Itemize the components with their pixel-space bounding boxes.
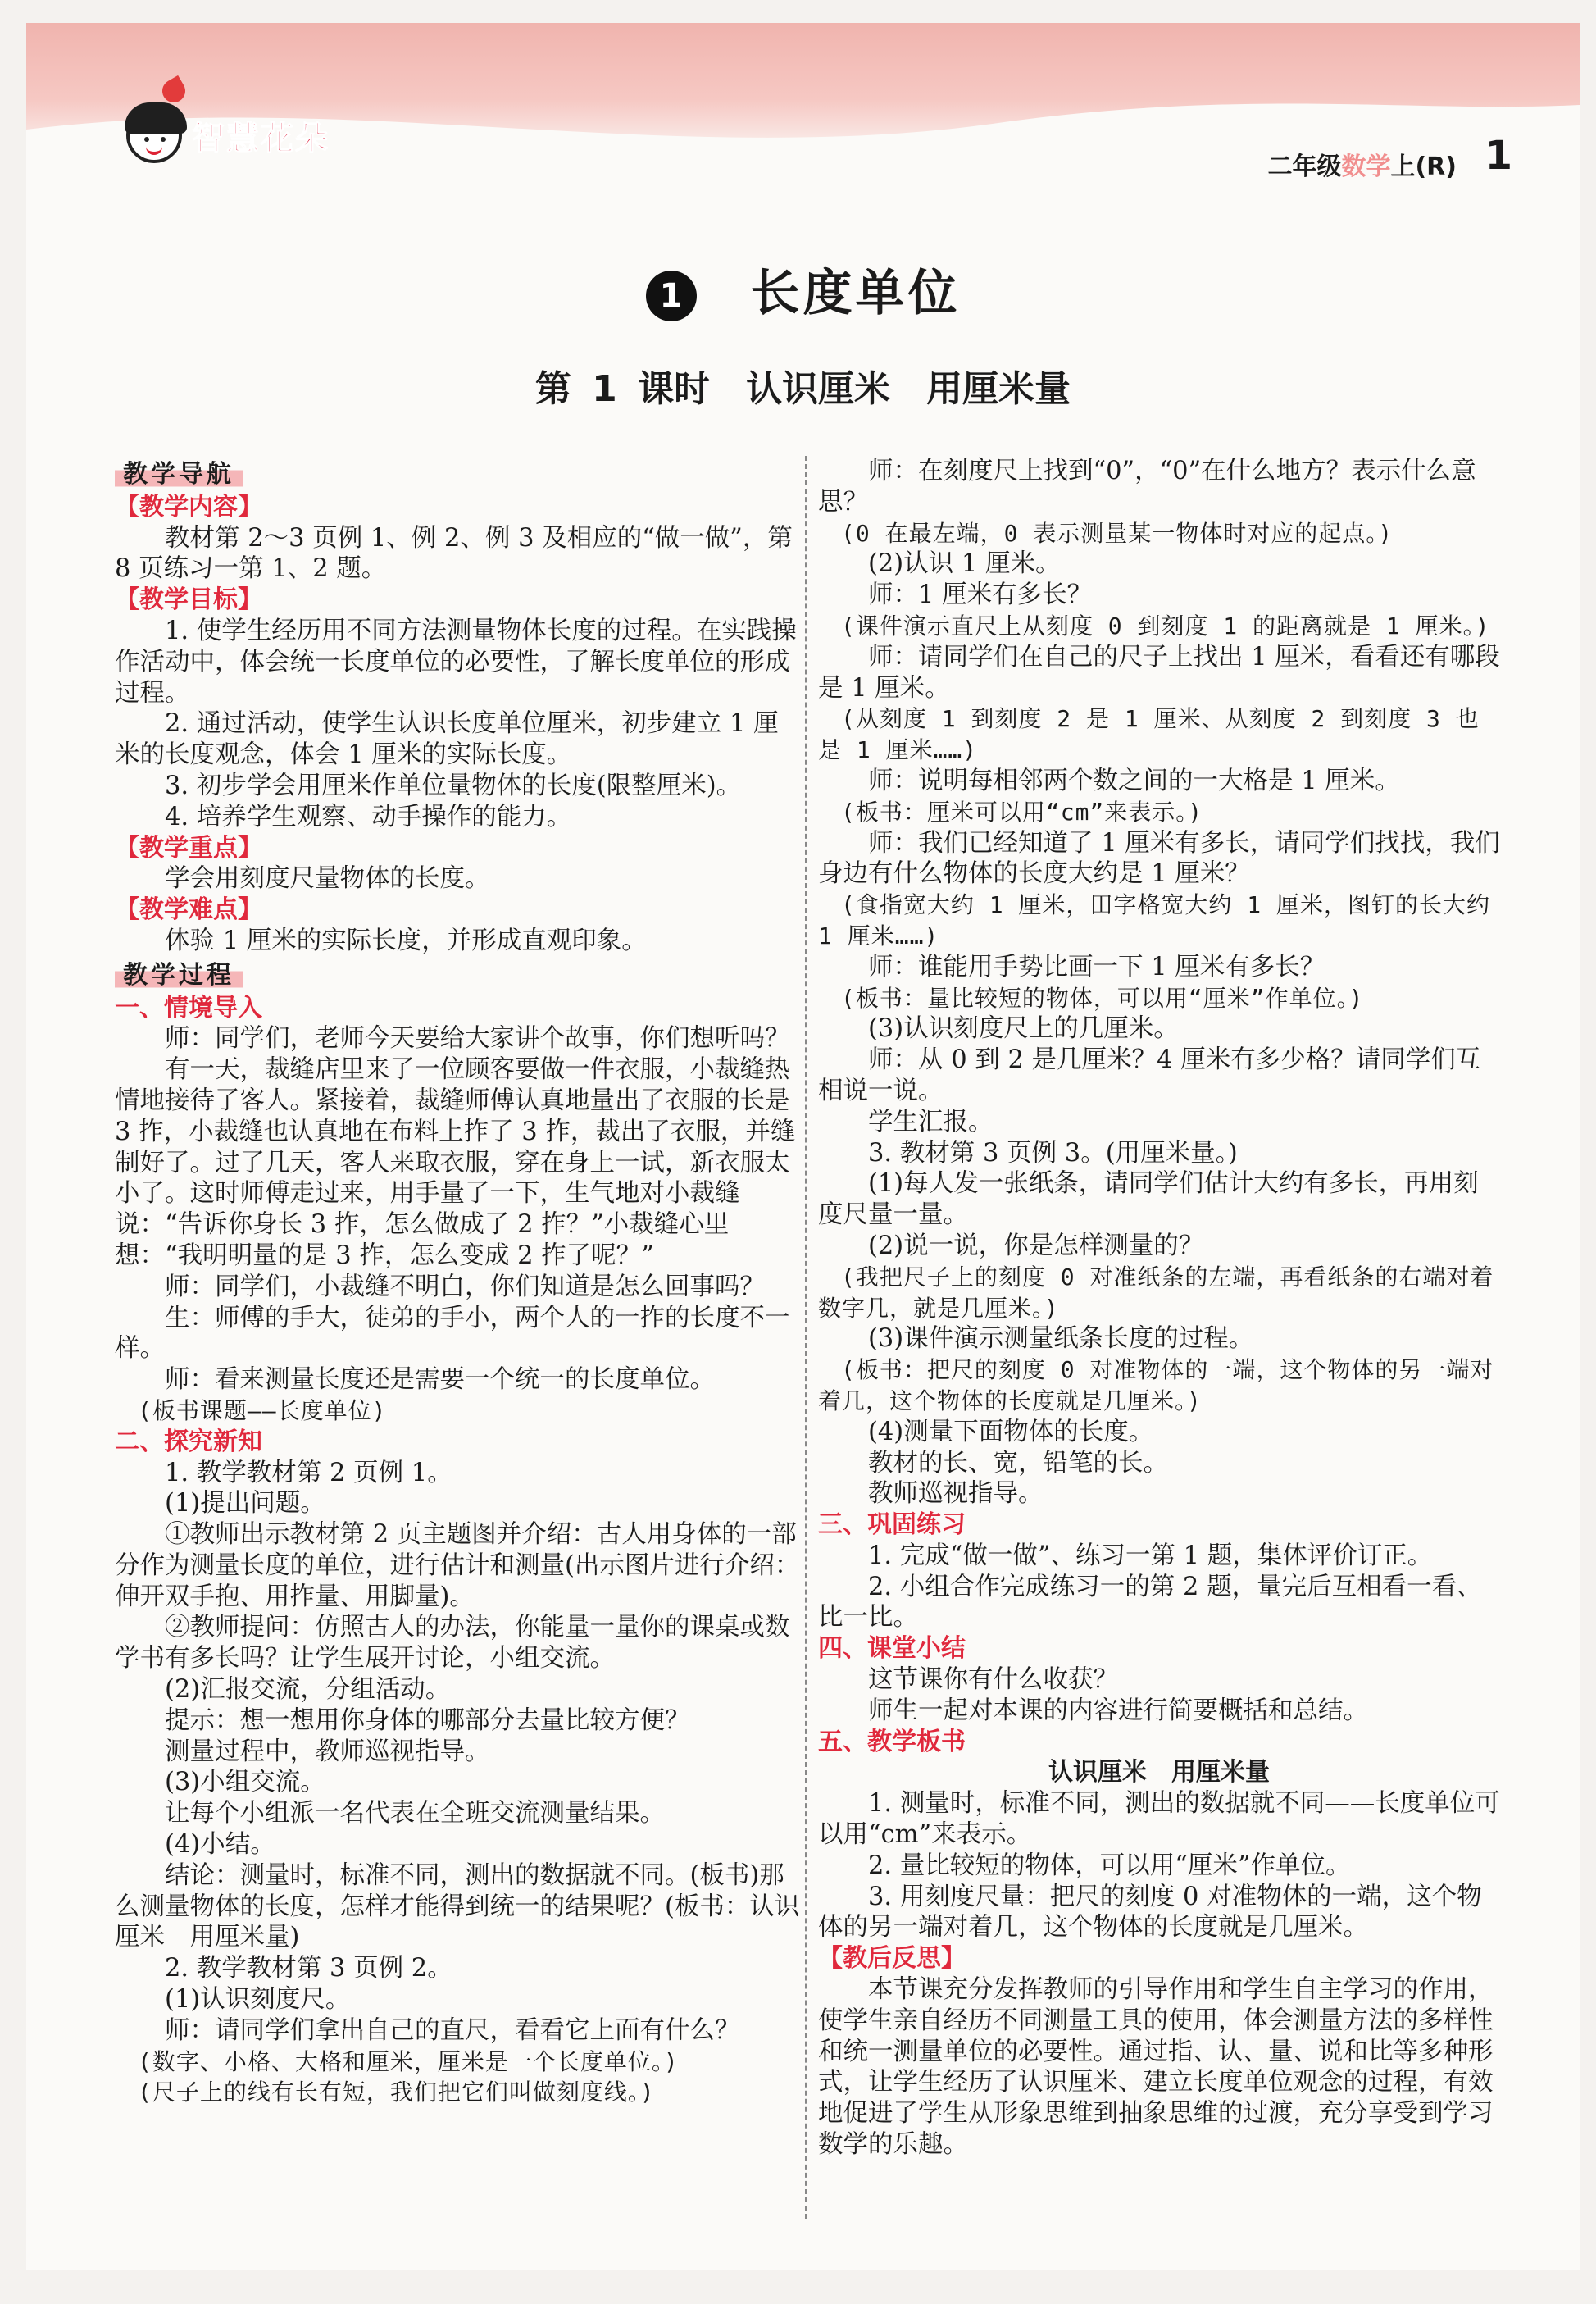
paragraph: (食指宽大约 1 厘米，田字格宽大约 1 厘米，图钉的长大约 1 厘米……): [818, 891, 1491, 949]
section-tag: 【教学难点】: [115, 895, 262, 925]
unit-title: [26, 254, 1580, 325]
paragraph: (2)汇报交流，分组活动。: [165, 1675, 451, 1705]
paragraph: 4. 培养学生观察、动手操作的能力。: [165, 802, 572, 831]
paragraph: 教材的长、宽，铅笔的长。: [868, 1448, 1168, 1478]
lesson-title: 第 1 课时 认识厘米 用厘米量: [534, 368, 1071, 410]
paragraph: 师：请同学们拿出自己的直尺，看看它上面有什么？: [165, 2015, 740, 2045]
paragraph: 体验 1 厘米的实际长度，并形成直观印象。: [165, 926, 647, 955]
paragraph: (4)小结。: [165, 1830, 275, 1860]
brand-name: 智慧花朵: [192, 119, 330, 157]
paragraph: 师：说明每相邻两个数之间的一大格是 1 厘米。: [868, 766, 1400, 795]
paragraph: 1. 完成“做一做”、练习一第 1 题，集体评价订正。: [868, 1541, 1433, 1570]
paragraph: (3)课件演示测量纸条长度的过程。: [868, 1324, 1254, 1354]
paragraph: 教材第 2～3 页例 1、例 2、例 3 及相应的“做一做”，第 8 页练习一第 1、2 题。: [115, 523, 793, 584]
paragraph: 让每个小组派一名代表在全班交流测量结果。: [165, 1799, 665, 1828]
section-tag: 【教学重点】: [115, 833, 262, 863]
paragraph: 结论：测量时，标准不同，测出的数据就不同。(板书)那么测量物体的长度，怎样才能得到统一的结果呢？(板书：认识厘米 用厘米量): [115, 1860, 800, 1952]
section-heading: 五、教学板书: [818, 1727, 966, 1756]
paragraph: 提示：想一想用你身体的哪部分去量比较方便？: [165, 1705, 690, 1735]
paragraph: ①教师出示教材第 2 页主题图并介绍：古人用身体的一部分作为测量长度的单位，进行估计和测量(出示图片进行介绍：伸开双手抱、用拃量、用脚量)。: [115, 1520, 800, 1611]
paragraph: 师：从 0 到 2 是几厘米？4 厘米有多少格？请同学们互相说一说。: [818, 1045, 1481, 1105]
paragraph: (3)小组交流。: [165, 1768, 325, 1797]
paragraph: 师：我们已经知道了 1 厘米有多长，请同学们找找，我们身边有什么物体的长度大约是 1 厘米？: [818, 828, 1500, 889]
paragraph: 1. 教学教材第 2 页例 1。: [165, 1458, 452, 1487]
paragraph: 1. 测量时，标准不同，测出的数据就不同——长度单位可以用“cm”来表示。: [818, 1789, 1500, 1850]
brand-logo: [126, 98, 330, 172]
left-column: [115, 456, 803, 2108]
section-tag: 【教学目标】: [115, 585, 262, 615]
section-banner: 教学导航: [115, 459, 243, 490]
paragraph: (2)认识 1 厘米。: [868, 549, 1061, 579]
page-number: 1: [1485, 133, 1512, 179]
paragraph: (板书：量比较短的物体，可以用“厘米”作单位。): [841, 984, 1364, 1012]
paragraph: (0 在最左端，0 表示测量某一物体时对应的起点。): [841, 519, 1394, 547]
paragraph: (4)测量下面物体的长度。: [868, 1417, 1154, 1446]
paragraph: (1)提出问题。: [165, 1489, 325, 1519]
grade-label: 二年级数学上(R): [1267, 153, 1457, 181]
paragraph: 师生一起对本课的内容进行简要概括和总结。: [868, 1696, 1368, 1725]
paragraph: (尺子上的线有长有短，我们把它们叫做刻度线。): [138, 2079, 655, 2106]
section-tag: 【教后反思】: [818, 1944, 966, 1974]
paragraph: 1. 使学生经历用不同方法测量物体长度的过程。在实践操作活动中，体会统一长度单位的必要性，了解长度单位的形成过程。: [115, 616, 797, 708]
paragraph: 2. 量比较短的物体，可以用“厘米”作单位。: [868, 1851, 1351, 1880]
paragraph: (课件演示直尺上从刻度 0 到刻度 1 的距离就是 1 厘米。): [841, 612, 1490, 640]
paragraph: 师：在刻度尺上找到“0”，“0”在什么地方？表示什么意思？: [818, 457, 1476, 517]
paragraph: (3)认识刻度尺上的几厘米。: [868, 1014, 1179, 1044]
paragraph: 这节课你有什么收获？: [868, 1665, 1118, 1695]
paragraph: 师：同学们，小裁缝不明白，你们知道是怎么回事吗？: [165, 1272, 765, 1301]
paragraph: 2. 教学教材第 3 页例 2。: [165, 1954, 452, 1983]
paragraph: (板书：厘米可以用“cm”来表示。): [841, 798, 1203, 826]
paragraph: 3. 用刻度尺量：把尺的刻度 0 对准物体的一端，这个物体的另一端对着几，这个物体的长度就是几厘米。: [818, 1882, 1482, 1942]
section-banner: 教学过程: [115, 960, 243, 991]
unit-title-text: 长度单位: [750, 265, 961, 322]
section-heading: 三、巩固练习: [818, 1510, 966, 1540]
paragraph: 师：看来测量长度还是需要一个统一的长度单位。: [165, 1365, 715, 1395]
paragraph: 师：谁能用手势比画一下 1 厘米有多长？: [868, 952, 1325, 981]
paragraph: (从刻度 1 到刻度 2 是 1 厘米、从刻度 2 到刻度 3 也是 1 厘米……): [818, 705, 1480, 764]
kid-face-icon: [126, 107, 182, 163]
paragraph: ②教师提问：仿照古人的办法，你能量一量你的课桌或数学书有多长吗？让学生展开讨论，小组交流。: [115, 1613, 790, 1673]
paragraph: 师：同学们，老师今天要给大家讲个故事，你们想听吗？: [165, 1024, 790, 1054]
paragraph: 本节课充分发挥教师的引导作用和学生自主学习的作用，使学生亲自经历不同测量工具的使用，体会测量方法的多样性和统一测量单位的必要性。通过指、认、量、说和比等多种形式，让学生经历了认识厘米、建立长度单位观念的过程，有效地促进了学生从形象思维到抽象思维的过渡，充分享受到学习数学的乐趣。: [818, 1975, 1494, 2160]
paragraph: (数字、小格、大格和厘米，厘米是一个长度单位。): [138, 2047, 679, 2075]
unit-number-badge: 1: [646, 271, 697, 321]
page: [26, 23, 1580, 2270]
paragraph: (板书课题——长度单位): [138, 1396, 387, 1424]
paragraph: 师：请同学们在自己的尺子上找出 1 厘米，看看还有哪段是 1 厘米。: [818, 642, 1500, 703]
column-divider: [805, 456, 807, 2219]
paragraph: 学生汇报。: [868, 1107, 994, 1136]
section-heading: 二、探究新知: [115, 1427, 262, 1456]
paragraph: (1)认识刻度尺。: [165, 1985, 351, 2015]
paragraph: (2)说一说，你是怎样测量的？: [868, 1231, 1204, 1260]
paragraph: 测量过程中，教师巡视指导。: [165, 1737, 490, 1766]
section-tag: 【教学内容】: [115, 492, 262, 521]
board-title: 认识厘米 用厘米量: [1048, 1758, 1270, 1787]
paragraph: 2. 小组合作完成练习一的第 2 题，量完后互相看一看、比一比。: [818, 1572, 1482, 1632]
section-heading: 一、情境导入: [115, 993, 262, 1022]
paragraph: 生：师傅的手大，徒弟的手小，两个人的一拃的长度不一样。: [115, 1303, 790, 1364]
paragraph: (板书：把尺的刻度 0 对准物体的一端，这个物体的另一端对着几，这个物体的长度就是几厘米。): [818, 1356, 1494, 1414]
paragraph: 师：1 厘米有多长？: [868, 581, 1093, 610]
paragraph: 有一天，裁缝店里来了一位顾客要做一件衣服，小裁缝热情地接待了客人。紧接着，裁缝师傅认真地量出了衣服的长是 3 拃，小裁缝也认真地在布料上拃了 3 拃，裁出了衣服，并缝制好了。过了几天，客人来取衣服，穿在身上一试，新衣服太小了。这时师傅走过来，用手量了一下，生气地对小裁缝说：“告诉你身长 3 拃，怎么做成了 2 拃？”小裁缝心里想：“我明明量的是 3 拃，怎么变成 2 拃了呢？”: [115, 1055, 796, 1270]
paragraph: 3. 初步学会用厘米作单位量物体的长度(限整厘米)。: [165, 771, 742, 800]
paragraph: 3. 教材第 3 页例 3。(用厘米量。): [868, 1138, 1238, 1168]
paragraph: 学会用刻度尺量物体的长度。: [165, 864, 490, 894]
paragraph: 2. 通过活动，使学生认识长度单位厘米，初步建立 1 厘米的长度观念，体会 1 厘米的实际长度。: [115, 709, 779, 770]
paragraph: (我把尺子上的刻度 0 对准纸条的左端，再看纸条的右端对着数字几，就是几厘米。): [818, 1263, 1494, 1322]
section-heading: 四、课堂小结: [818, 1634, 966, 1664]
paragraph: 教师巡视指导。: [868, 1479, 1044, 1509]
right-column: [818, 456, 1500, 2161]
paragraph: (1)每人发一张纸条，请同学们估计大约有多长，再用刻度尺量一量。: [818, 1169, 1479, 1230]
